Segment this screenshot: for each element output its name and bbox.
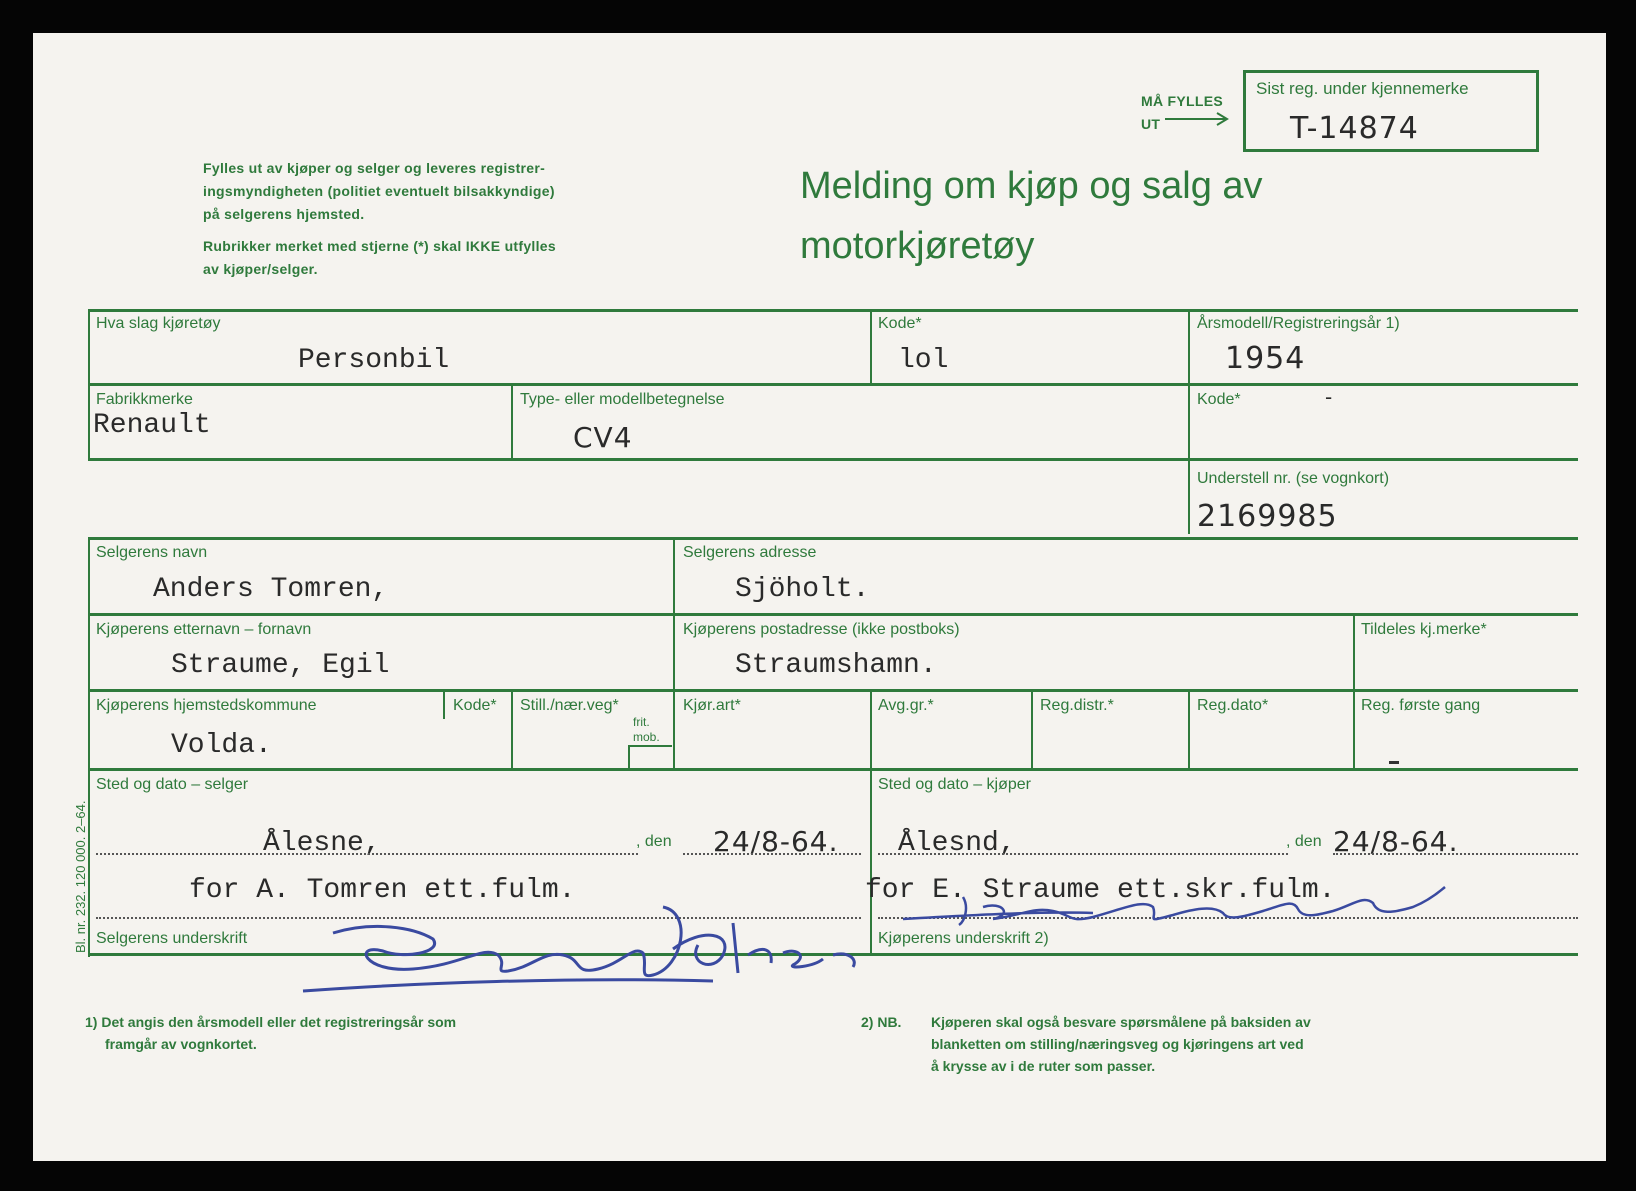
footnote-line: å krysse av i de ruter som passer. [931, 1058, 1156, 1074]
rule [88, 458, 1578, 461]
rule [1188, 689, 1190, 769]
instruction-line: på selgerens hjemsted. [203, 206, 365, 222]
reg-district-label: Reg.distr.* [1040, 697, 1114, 714]
model-value: CV4 [573, 421, 633, 454]
model-year-value: 1954 [1225, 341, 1306, 376]
buyer-name-value: Straume, Egil [171, 650, 390, 681]
buyer-postal-value: Straumshamn. [735, 650, 937, 681]
buyer-municipality-label: Kjøperens hjemstedskommune [96, 697, 317, 714]
must-fill-line2: UT [1141, 116, 1161, 132]
seller-place-value: Ålesne, [263, 828, 381, 859]
rule [1188, 309, 1190, 534]
buyer-for-value: for E. Straume ett.skr.fulm. [865, 875, 1336, 906]
vehicle-code2-value: - [1325, 385, 1334, 409]
rule [88, 309, 1578, 312]
dotted-line [683, 853, 861, 855]
footnote-line: Kjøperen skal også besvare spørsmålene på baksiden av [931, 1014, 1311, 1030]
title-line2: motorkjøretøy [800, 225, 1035, 267]
vehicle-code-value: lol [898, 345, 949, 376]
model-label: Type- eller modellbetegnelse [520, 391, 725, 408]
rule [628, 745, 672, 747]
rule [1353, 613, 1355, 769]
frit-label: frit. [633, 715, 650, 729]
seller-place-label: Sted og dato – selger [96, 776, 249, 793]
seller-date-value: 24/8-64. [713, 825, 839, 858]
seller-name-value: Anders Tomren, [153, 574, 389, 605]
dotted-line [1333, 853, 1578, 855]
seller-den-label: , den [636, 833, 672, 850]
form-number-side-print: Bl. nr. 232. 120 000. 2–64. [73, 800, 88, 953]
drive-type-label: Kjør.art* [683, 697, 741, 714]
instruction-line: Fylles ut av kjøper og selger og leveres registrer- [203, 160, 546, 176]
rule [1031, 689, 1033, 769]
form-sheet [33, 33, 1606, 1161]
seller-signature-label: Selgerens underskrift [96, 930, 248, 947]
mob-label: mob. [633, 730, 660, 744]
seller-address-value: Sjöholt. [735, 574, 870, 605]
rule [88, 537, 90, 957]
instruction-line: ingsmyndigheten (politiet eventuelt bilsakkyndige) [203, 183, 555, 199]
buyer-date-value: 24/8-64. [1333, 825, 1459, 858]
chassis-label: Understell nr. (se vognkort) [1197, 470, 1390, 487]
footnote-1 [85, 1011, 456, 1055]
dotted-line [96, 853, 638, 855]
seller-address-label: Selgerens adresse [683, 544, 817, 561]
rule [511, 383, 513, 460]
pen-mark [1389, 761, 1399, 764]
buyer-place-value: Ålesnd, [898, 828, 1016, 859]
arrow-right-icon [1163, 111, 1233, 127]
must-fill-line1: MÅ FYLLES [1141, 93, 1224, 109]
chassis-value: 2169985 [1197, 499, 1338, 534]
instruction-line: av kjøper/selger. [203, 261, 318, 277]
vehicle-type-value: Personbil [298, 345, 450, 376]
buyer-municipality-value: Volda. [171, 730, 272, 761]
last-reg-label: Sist reg. under kjennemerke [1256, 79, 1469, 98]
instruction-line: Rubrikker merket med stjerne (*) skal IKKE utfylles [203, 238, 556, 254]
fee-group-label: Avg.gr.* [878, 697, 934, 714]
footnote-line: framgår av vognkortet. [105, 1036, 257, 1052]
vehicle-type-label: Hva slag kjøretøy [96, 315, 221, 332]
rule [870, 309, 872, 383]
rule [673, 537, 675, 769]
buyer-signature-scribble [893, 885, 1453, 935]
buyer-code-label: Kode* [453, 697, 497, 714]
make-label: Fabrikkmerke [96, 391, 193, 408]
seller-for-value: for A. Tomren ett.fulm. [189, 875, 576, 906]
last-reg-box [1243, 70, 1539, 152]
reg-date-label: Reg.dato* [1197, 697, 1269, 714]
rule [88, 537, 1578, 540]
seller-name-label: Selgerens navn [96, 544, 208, 561]
assign-plate-label: Tildeles kj.merke* [1361, 621, 1487, 638]
vehicle-code2-label: Kode* [1197, 391, 1241, 408]
model-year-label: Årsmodell/Registreringsår 1) [1197, 315, 1400, 332]
instructions [203, 157, 556, 281]
dotted-line [878, 853, 1288, 855]
rule [88, 383, 1578, 386]
rule [443, 689, 445, 719]
buyer-place-label: Sted og dato – kjøper [878, 776, 1031, 793]
footnote-2-prefix: 2) NB. [861, 1014, 902, 1030]
buyer-postal-label: Kjøperens postadresse (ikke postboks) [683, 621, 960, 638]
title-line1: Melding om kjøp og salg av [800, 165, 1263, 207]
rule [628, 745, 630, 769]
frit-mob-label [633, 715, 660, 745]
footnote-2 [931, 1011, 1311, 1077]
make-value: Renault [93, 410, 211, 441]
buyer-den-label: , den [1286, 833, 1322, 850]
form-title [800, 156, 1263, 276]
occupation-label: Still./nær.veg* [520, 697, 619, 714]
first-reg-label: Reg. første gang [1361, 697, 1481, 714]
vehicle-code-label: Kode* [878, 315, 922, 332]
footnote-line: blanketten om stilling/næringsveg og kjøringens art ved [931, 1036, 1304, 1052]
seller-signature-scribble [293, 893, 873, 1003]
buyer-signature-label: Kjøperens underskrift 2) [878, 930, 1049, 947]
buyer-name-label: Kjøperens etternavn – fornavn [96, 621, 312, 638]
footnote-line: 1) Det angis den årsmodell eller det registreringsår som [85, 1014, 457, 1030]
rule [511, 689, 513, 769]
last-reg-value: T-14874 [1290, 111, 1419, 146]
